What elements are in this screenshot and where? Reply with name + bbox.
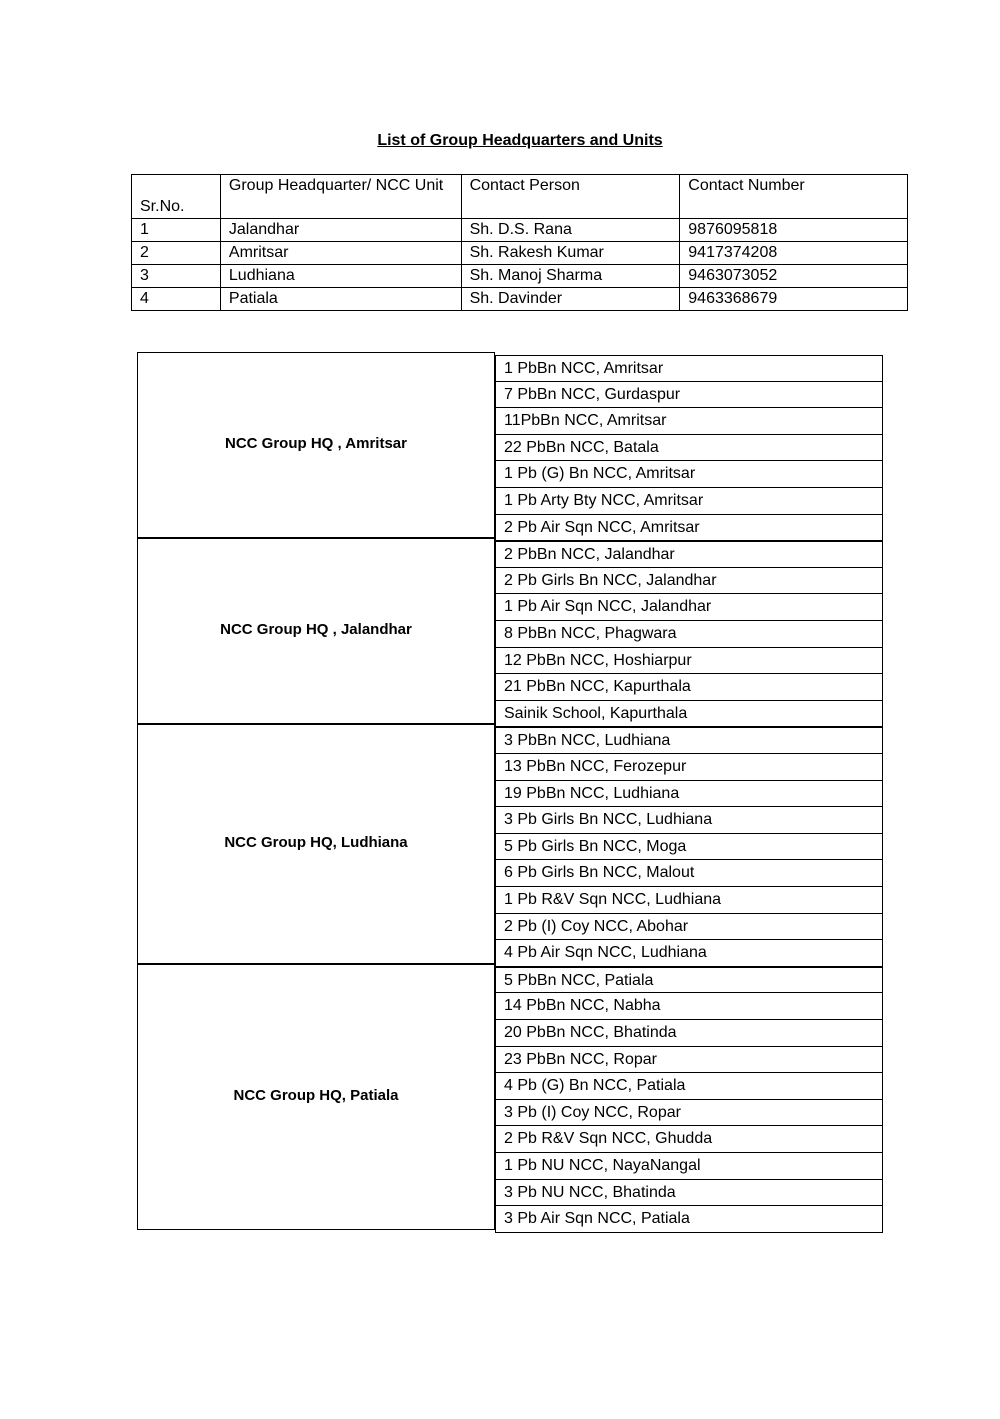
unit-row: 23 PbBn NCC, Ropar xyxy=(495,1047,883,1074)
unit-row: 2 Pb (I) Coy NCC, Abohar xyxy=(495,914,883,941)
unit-row: Sainik School, Kapurthala xyxy=(495,701,883,728)
unit-row: 1 Pb Arty Bty NCC, Amritsar xyxy=(495,488,883,515)
table-row xyxy=(132,242,908,265)
cell-contact-person: Sh. Rakesh Kumar xyxy=(461,242,680,265)
cell-contact-person: Sh. Manoj Sharma xyxy=(461,265,680,288)
cell-contact-person: Sh. Davinder xyxy=(461,288,680,311)
header-group: Group Headquarter/ NCC Unit xyxy=(220,175,461,219)
table-row xyxy=(132,265,908,288)
unit-row: 1 PbBn NCC, Amritsar xyxy=(495,355,883,382)
unit-row: 13 PbBn NCC, Ferozepur xyxy=(495,754,883,781)
unit-row: 6 Pb Girls Bn NCC, Malout xyxy=(495,860,883,887)
unit-row: 2 Pb R&V Sqn NCC, Ghudda xyxy=(495,1126,883,1153)
unit-list xyxy=(495,727,883,966)
unit-row: 1 Pb NU NCC, NayaNangal xyxy=(495,1153,883,1180)
unit-row: 19 PbBn NCC, Ludhiana xyxy=(495,781,883,808)
unit-row: 5 Pb Girls Bn NCC, Moga xyxy=(495,834,883,861)
cell-group: Ludhiana xyxy=(220,265,461,288)
contact-table xyxy=(131,174,908,311)
cell-contact-number: 9876095818 xyxy=(680,219,908,242)
group-name: NCC Group HQ, Ludhiana xyxy=(224,834,408,852)
cell-contact-number: 9417374208 xyxy=(680,242,908,265)
cell-group: Amritsar xyxy=(220,242,461,265)
header-srno: Sr.No. xyxy=(132,175,221,219)
unit-row: 7 PbBn NCC, Gurdaspur xyxy=(495,382,883,409)
group-name: NCC Group HQ , Jalandhar xyxy=(220,621,412,639)
cell-srno: 3 xyxy=(132,265,221,288)
unit-row: 2 Pb Air Sqn NCC, Amritsar xyxy=(495,515,883,542)
unit-row: 1 Pb R&V Sqn NCC, Ludhiana xyxy=(495,887,883,914)
unit-row: 14 PbBn NCC, Nabha xyxy=(495,993,883,1020)
unit-row: 4 Pb Air Sqn NCC, Ludhiana xyxy=(495,940,883,967)
unit-row: 20 PbBn NCC, Bhatinda xyxy=(495,1020,883,1047)
header-contact-number: Contact Number xyxy=(680,175,908,219)
table-row xyxy=(132,288,908,311)
unit-row: 4 Pb (G) Bn NCC, Patiala xyxy=(495,1073,883,1100)
cell-contact-number: 9463368679 xyxy=(680,288,908,311)
page-title: List of Group Headquarters and Units xyxy=(377,132,663,149)
cell-contact-number: 9463073052 xyxy=(680,265,908,288)
unit-list xyxy=(495,355,883,541)
cell-srno: 4 xyxy=(132,288,221,311)
group-name: NCC Group HQ , Amritsar xyxy=(225,435,407,453)
unit-row: 3 PbBn NCC, Ludhiana xyxy=(495,727,883,754)
unit-row: 3 Pb NU NCC, Bhatinda xyxy=(495,1180,883,1207)
contact-table-header xyxy=(132,175,908,219)
unit-row: 3 Pb Air Sqn NCC, Patiala xyxy=(495,1206,883,1233)
table-row xyxy=(132,219,908,242)
unit-row: 8 PbBn NCC, Phagwara xyxy=(495,621,883,648)
unit-row: 3 Pb Girls Bn NCC, Ludhiana xyxy=(495,807,883,834)
unit-row: 11PbBn NCC, Amritsar xyxy=(495,408,883,435)
group-name: NCC Group HQ, Patiala xyxy=(233,1086,399,1104)
cell-srno: 1 xyxy=(132,219,221,242)
unit-row: 1 Pb (G) Bn NCC, Amritsar xyxy=(495,461,883,488)
unit-row: 2 PbBn NCC, Jalandhar xyxy=(495,541,883,568)
unit-row: 2 Pb Girls Bn NCC, Jalandhar xyxy=(495,568,883,595)
cell-srno: 2 xyxy=(132,242,221,265)
cell-group: Jalandhar xyxy=(220,219,461,242)
unit-row: 5 PbBn NCC, Patiala xyxy=(495,967,883,994)
unit-row: 12 PbBn NCC, Hoshiarpur xyxy=(495,648,883,675)
unit-row: 1 Pb Air Sqn NCC, Jalandhar xyxy=(495,594,883,621)
unit-list xyxy=(495,967,883,1233)
cell-group: Patiala xyxy=(220,288,461,311)
unit-row: 3 Pb (I) Coy NCC, Ropar xyxy=(495,1100,883,1127)
cell-contact-person: Sh. D.S. Rana xyxy=(461,219,680,242)
unit-row: 22 PbBn NCC, Batala xyxy=(495,435,883,462)
header-contact-person: Contact Person xyxy=(461,175,680,219)
unit-row: 21 PbBn NCC, Kapurthala xyxy=(495,674,883,701)
unit-list xyxy=(495,541,883,727)
